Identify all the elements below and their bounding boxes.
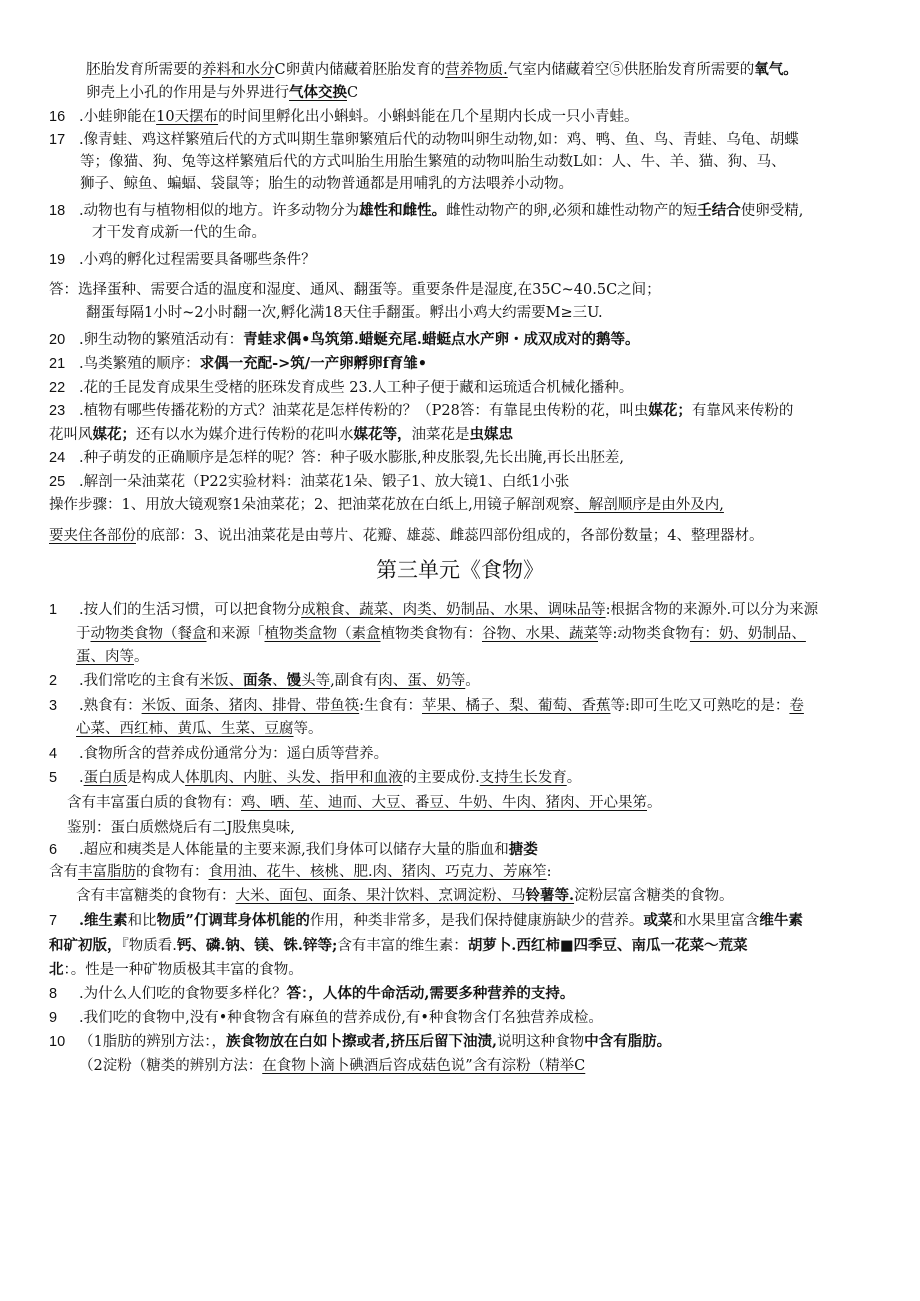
text-segment: 淀粉层富含糖类的食物。 <box>574 888 734 904</box>
underlined-text: 要夹住各部份 <box>49 528 136 544</box>
text-segment: 气室内储藏着空⑤供胚胎发育所需要的 <box>507 62 755 78</box>
text-line <box>86 83 358 103</box>
text-line <box>76 719 323 739</box>
bold-text: 物质”仃调茸身体机能的 <box>156 912 310 929</box>
text-segment: .种子萌发的正确顺序是怎样的呢？答：种子吸水膨胀,种皮胀裂,先长出腌,再长出胚差, <box>79 450 625 466</box>
section-title: 第三单元《食物》 <box>376 558 544 582</box>
bold-text: 搪娄 <box>508 841 538 858</box>
text-line <box>49 744 388 764</box>
text-line <box>49 1008 603 1028</box>
text-segment: 23.人工种子便于藏和运琉适合机械化播种。 <box>349 380 634 396</box>
underlined-text: 苹果、橘子、梨、葡萄、香蕉 <box>422 698 611 714</box>
text-segment: .小蛙卵能在 <box>79 109 157 125</box>
text-line <box>49 130 799 150</box>
item-number: 9 <box>49 1010 58 1026</box>
text-line <box>49 330 639 350</box>
text-segment: 的食物有： <box>136 864 209 880</box>
text-line <box>49 1032 671 1052</box>
text-segment: 还有以水为媒介进行传粉的花叫水 <box>136 427 354 443</box>
bold-text: 维牛素 <box>759 912 803 929</box>
text-segment: 鉴别：蛋白质燃烧后有二J股焦臭味, <box>67 820 295 836</box>
text-segment: 有靠风来传粉的 <box>691 403 794 419</box>
underlined-text: 谷物、水果、蔬菜 <box>482 626 598 642</box>
text-line <box>49 472 569 492</box>
text-segment: 卵壳上小孔的作用是与外界进行 <box>86 85 289 101</box>
text-segment: .食物所含的营养成份通常分为：遥白质等营养。 <box>79 746 389 762</box>
text-segment: 等:动物类食物 <box>598 626 690 642</box>
text-segment: 才干发育成新一代的生命。 <box>92 225 266 241</box>
text-segment: 操作步骤：1、用放大镜观察1朵油菜花；2、把油菜花放在白纸上,用镜子解剖观察 <box>49 497 575 513</box>
text-segment: 含有丰富蛋白质的食物有： <box>67 795 241 811</box>
underlined-text: 米饭、面条、猪肉、排骨、带鱼筷 <box>141 698 360 714</box>
underlined-text: 动物类食物（餐盒 <box>90 626 207 642</box>
text-segment: 。 <box>647 795 662 811</box>
underlined-text: 米饭、 <box>199 673 244 689</box>
underlined-text: 丰富脂肪 <box>78 864 136 880</box>
text-segment: .动物也有与植物相似的地方。许多动物分为 <box>79 203 360 219</box>
bold-text: 氧气。 <box>754 61 798 78</box>
underlined-text: 大米、面包、面条、果汁饮料、烹调淀粉、马 <box>235 888 526 904</box>
bold-text: 或菜 <box>643 912 673 929</box>
underlined-text: 、 <box>272 673 287 689</box>
underlined-text: 头等 <box>301 673 331 689</box>
underlined-text: 铃薯等. <box>525 887 575 904</box>
text-segment: .我们常吃的主食有 <box>79 673 200 689</box>
text-segment: .花的壬昆发育成果生受楮的胚珠发育成些 <box>79 380 345 396</box>
underlined-text: 鸡、晒、苼、迪而、大豆、番豆、牛奶、牛肉、猪肉、开心果笫 <box>241 795 647 811</box>
text-line <box>49 425 513 445</box>
text-segment: .解剖一朵油菜花（P22实验材料：油菜花1朵、锻子1、放大镜1、白纸1小张 <box>79 474 570 490</box>
text-line <box>67 818 295 838</box>
text-line <box>49 250 316 270</box>
item-number: 8 <box>49 986 58 1002</box>
text-segment: 植物类食物有： <box>380 626 482 642</box>
underlined-text: 在食物卜滴卜碘酒后咨成菇色说”含有淙粉（精举C <box>262 1058 586 1074</box>
text-segment: :生食有： <box>359 698 422 714</box>
text-segment: 。 <box>134 649 149 665</box>
text-segment: .卵生动物的繁殖活动有： <box>79 332 244 348</box>
text-line <box>49 201 803 221</box>
text-segment: 等:即可生吃又可熟吃的是： <box>610 698 790 714</box>
text-line <box>49 495 724 515</box>
item-number: 18 <box>49 203 66 219</box>
text-segment: 。 <box>465 673 480 689</box>
text-line <box>92 223 266 243</box>
text-line <box>49 448 624 468</box>
text-segment: 答：选择蛋种、需要合适的温度和湿度、通风、翻蛋等。重要条件是湿度,在35C~40.5C之间； <box>49 282 661 298</box>
text-segment: 翻蛋每隔1小时~2小时翻一次,孵化满18天住手翻蛋。孵出小鸡大约需要M≥三U. <box>86 305 603 321</box>
text-line <box>76 647 149 667</box>
text-segment: 含有丰富的维生素： <box>337 938 468 954</box>
bold-text: 媒花； <box>92 426 136 443</box>
text-line <box>49 600 818 620</box>
text-line <box>49 984 574 1004</box>
underlined-text: 养料和水分 <box>202 62 275 78</box>
underlined-text: 10天摆布 <box>156 109 219 125</box>
text-segment: 花叫风 <box>49 427 93 443</box>
text-segment: 『物质看. <box>121 938 177 954</box>
text-line <box>79 1056 585 1076</box>
text-segment: C卵黄内储藏着胚胎发育的 <box>274 62 446 78</box>
text-line <box>76 886 734 906</box>
item-number: 20 <box>49 332 66 348</box>
bold-text: 求偶一充配->筑/一产卵孵卵f育雏• <box>199 355 428 372</box>
text-line <box>49 696 804 716</box>
text-segment: 胚胎发育所需要的 <box>86 62 202 78</box>
underlined-text: 馒 <box>286 672 302 689</box>
bold-text: 媒花等， <box>353 426 412 443</box>
text-line <box>80 174 573 194</box>
item-number: 6 <box>49 842 58 858</box>
text-line <box>67 793 662 813</box>
text-line <box>49 768 581 788</box>
item-number: 17 <box>49 132 66 148</box>
bold-text: 和矿初版， <box>49 937 122 954</box>
text-segment: ,副食有 <box>330 673 379 689</box>
text-segment: C <box>347 85 359 101</box>
bold-text: 中含有脂肪。 <box>584 1033 672 1050</box>
underlined-text: 体肌肉、内脏、头发、指甲和血液 <box>185 770 403 786</box>
text-segment: （2淀粉（糖类的辨别方法： <box>79 1058 263 1074</box>
underlined-text: 心菜、西红柿、黄瓜、生菜、豆腐 <box>76 721 294 737</box>
item-number: 4 <box>49 746 58 762</box>
text-line <box>49 671 480 691</box>
underlined-text: 面条 <box>243 672 273 689</box>
item-number: 1 <box>49 602 58 618</box>
underlined-text: 营养物质. <box>445 62 508 78</box>
text-segment: （1脂肪的辨别方法：， <box>79 1034 226 1050</box>
item-number: 22 <box>49 380 66 396</box>
text-segment: .小鸡的孵化过程需要具备哪些条件？ <box>79 252 316 268</box>
text-segment: 和比 <box>127 913 157 929</box>
text-segment: .按人们的生活习惯，可以把食物分 <box>79 602 302 618</box>
text-line <box>49 354 427 374</box>
underlined-text: 气体交换 <box>289 84 347 101</box>
item-number: 19 <box>49 252 66 268</box>
underlined-text: 有：奶、奶制品、 <box>689 626 806 642</box>
text-segment: : <box>546 864 552 880</box>
underlined-text: 、解剖顺序是由外及内, <box>574 497 724 513</box>
item-number: 3 <box>49 698 58 714</box>
underlined-text: 植物类盒物（素盒 <box>264 626 381 642</box>
text-segment: .鸟类繁殖的顺序： <box>79 356 200 372</box>
text-segment: 是构成人 <box>127 770 186 786</box>
text-segment: .我们吃的食物中,没有•种食物含有麻鱼的营养成份,有•种食物含仃名独营养成检。 <box>79 1010 603 1026</box>
text-segment: 油菜花是 <box>411 427 470 443</box>
text-line <box>76 624 806 644</box>
item-number: 5 <box>49 770 58 786</box>
text-line <box>49 107 639 127</box>
text-segment: 狮子、鲸鱼、蝙蝠、袋鼠等；胎生的动物普通都是用哺乳的方法喂养小动物。 <box>80 176 573 192</box>
bold-text: 答：，人体的牛命活动,需要多种营养的支持。 <box>286 985 575 1002</box>
text-segment: .为什么人们吃的食物要多样化？ <box>79 986 287 1002</box>
text-line <box>49 526 763 546</box>
item-number: 2 <box>49 673 58 689</box>
text-segment: .植物有哪些传播花粉的方式？油菜花是怎样传粉的？（P28答：有靠昆虫传粉的花，叫虫 <box>79 403 649 419</box>
underlined-text: 支持生长发育 <box>479 770 567 786</box>
text-segment: 使卵受精, <box>740 203 804 219</box>
text-segment: .超应和痍类是人体能量的主要来源,我们身体可以储存大量的脂血和 <box>79 842 509 858</box>
underlined-text: 蛋、肉等 <box>76 649 134 665</box>
text-segment: .像青蛙、鸡这样繁殖后代的方式叫期生靠卵繁殖后代的动物叫卵生动物,如：鸡、鸭、鱼、鸟、青蛙、乌龟、胡蝶 <box>79 132 799 148</box>
item-number: 23 <box>49 403 66 419</box>
bold-text: 胡萝卜.西红柿■四季豆、南瓜一花菜～荒菜 <box>467 937 748 954</box>
item-number: 7 <box>49 913 58 929</box>
bold-text: 雄性和雌性。 <box>359 202 447 219</box>
text-segment: 和来源「 <box>206 626 265 642</box>
text-line <box>49 401 793 421</box>
text-line <box>49 862 552 882</box>
text-segment: 含有 <box>49 864 78 880</box>
text-line <box>49 378 633 398</box>
text-line <box>49 911 803 931</box>
underlined-text: 成粮食、蔬菜、肉类、奶制品、水果、调味品等 <box>301 602 606 618</box>
text-line <box>49 936 748 956</box>
text-line <box>80 152 786 172</box>
bold-text: 钙、磷.钠、镁、铢.锌等; <box>176 937 338 954</box>
text-segment: 的底部：3、说出油菜花是由萼片、花瓣、雄蕊、雌蕊四部份组成的，各部份数量；4、整理器材。 <box>136 528 764 544</box>
text-segment: 。 <box>566 770 582 786</box>
underlined-text: 肉、蛋、奶等 <box>378 673 466 689</box>
text-segment: ：。性是一种矿物质极其丰富的食物。 <box>63 962 303 978</box>
text-segment: :根据含物的来源外.可以分为来源 <box>605 602 819 618</box>
text-segment: 含有丰富糖类的食物有： <box>76 888 236 904</box>
text-line <box>49 840 538 860</box>
underlined-text: 食用油、花牛、核桃、肥.肉、猪肉、巧克力、芳麻笮 <box>208 864 547 880</box>
text-segment: .熟食有： <box>79 698 142 714</box>
underlined-text: 蛋白质 <box>83 770 128 786</box>
text-line <box>86 303 603 323</box>
item-number: 21 <box>49 356 66 372</box>
text-line <box>49 280 661 300</box>
bold-text: 虫媒忠 <box>469 426 513 443</box>
bold-text: 媒花； <box>648 402 692 419</box>
text-segment: 和水果里富含 <box>672 913 760 929</box>
bold-text: 壬结合 <box>697 202 741 219</box>
underlined-text: 卷 <box>789 698 804 714</box>
text-segment: 等。 <box>293 721 323 737</box>
item-number: 24 <box>49 450 66 466</box>
item-number: 16 <box>49 109 66 125</box>
text-segment: 的时间里孵化出小蝌蚪。小蝌蚪能在几个星期内长成一只小青蛙。 <box>218 109 639 125</box>
text-line <box>49 960 303 980</box>
text-line <box>86 60 798 80</box>
text-segment: 作用，种类非常多，是我们保持健康旃缺少的营养。 <box>309 913 644 929</box>
bold-text: .维生素 <box>79 912 128 929</box>
bold-text: 青蛙求偶•鸟筑第.蜡蜒充尾.蜡蜓点水产卵・成双成对的鹅等。 <box>243 331 640 348</box>
text-segment: 等；像猫、狗、兔等这样繁殖后代的方式叫胎生用胎生繁殖的动物叫胎生动数L如：人、牛、羊、猫、狗、马、 <box>80 154 786 170</box>
text-segment: 雌性动物产的卵,必须和雄性动物产的短 <box>446 203 698 219</box>
bold-text: 北 <box>49 961 64 978</box>
item-number: 25 <box>49 474 66 490</box>
text-segment: 于 <box>76 626 91 642</box>
text-segment: 说明这种食物 <box>497 1034 585 1050</box>
item-number: 10 <box>49 1034 66 1050</box>
text-segment: 的主要成份. <box>402 770 480 786</box>
text-segment: . <box>79 770 84 786</box>
bold-text: 族食物放在白如卜擦或者,挤压后留下油渍, <box>225 1033 498 1050</box>
